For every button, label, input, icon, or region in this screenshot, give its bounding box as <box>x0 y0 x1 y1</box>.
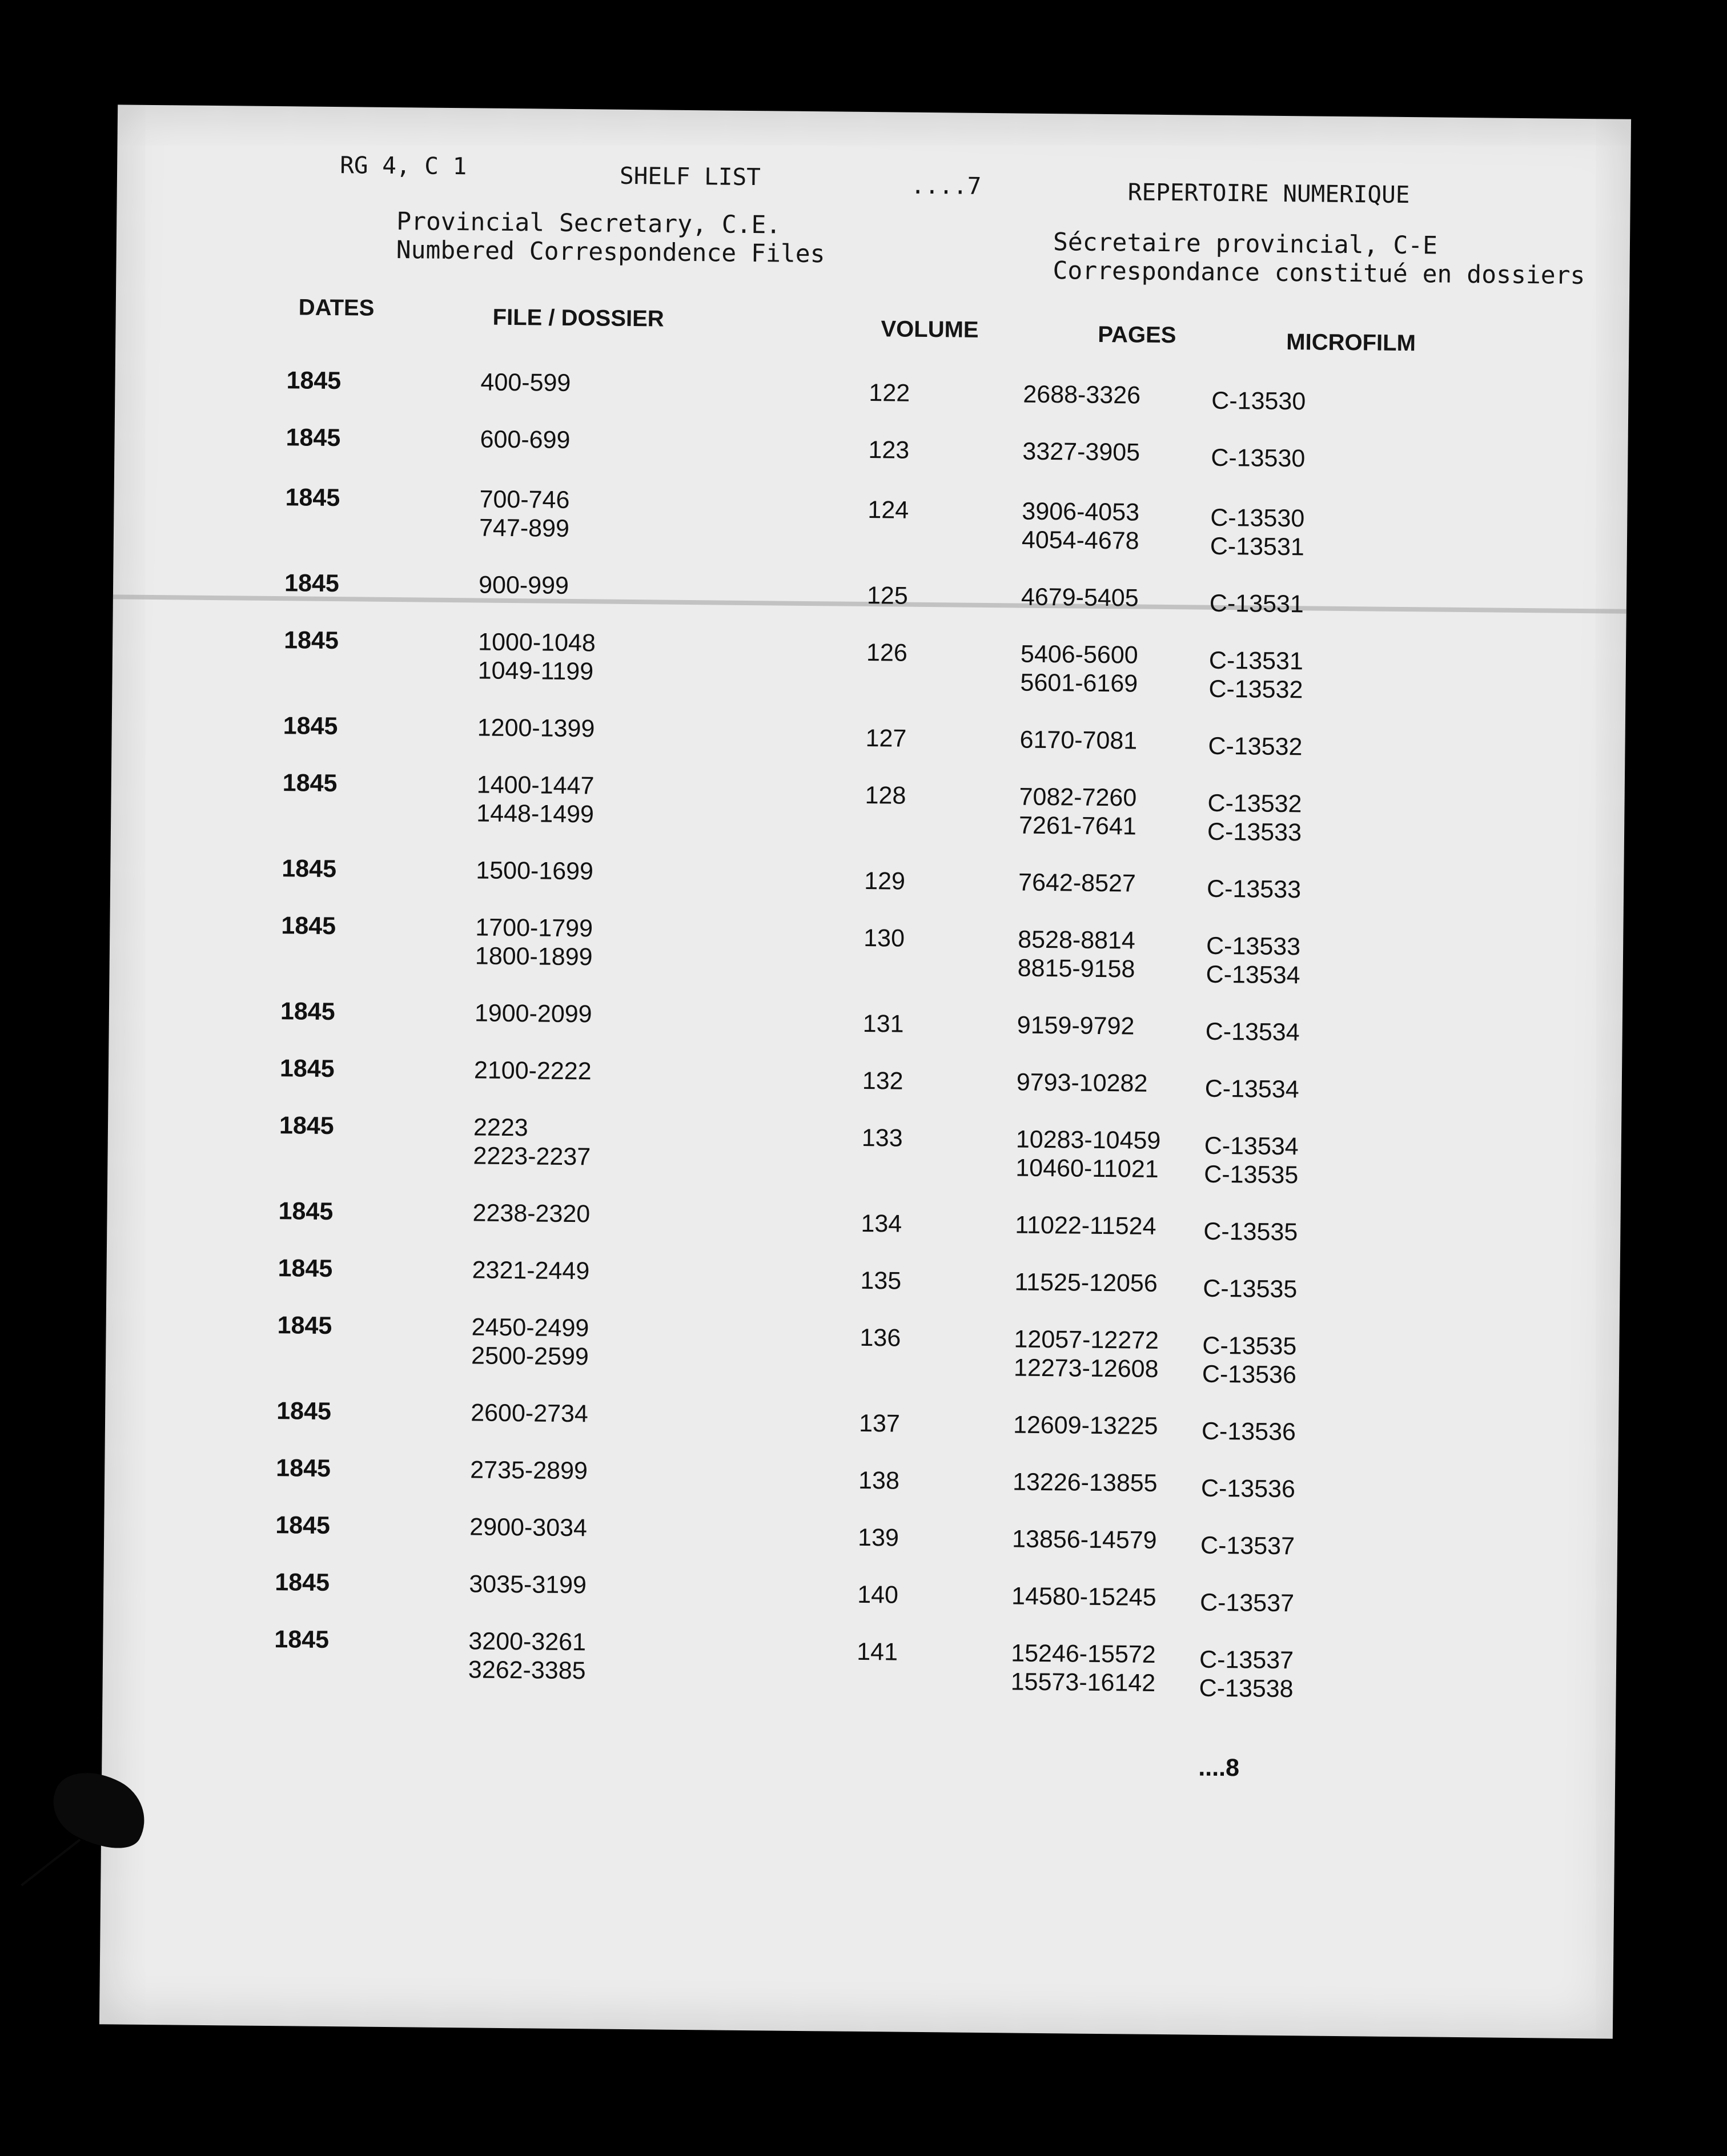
column-header-volume: VOLUME <box>881 316 979 343</box>
row-pages <box>1014 1268 1158 1298</box>
microfilm-reel: C-13534 <box>1206 960 1300 989</box>
microfilm-reel: C-13534 <box>1204 1132 1299 1161</box>
page-range: 15246-15572 <box>1011 1639 1156 1668</box>
file-range: 1400-1447 <box>476 771 595 800</box>
column-header-file: FILE / DOSSIER <box>492 304 664 332</box>
row-pages <box>1015 1125 1160 1184</box>
file-range: 700-746 <box>479 485 570 514</box>
row-file <box>477 628 596 686</box>
row-file <box>472 1198 590 1228</box>
row-pages <box>1018 868 1136 898</box>
file-range: 400-599 <box>480 368 571 397</box>
ink-blot-tail <box>21 1839 81 1886</box>
microfilm-reel: C-13534 <box>1204 1075 1299 1104</box>
row-microfilm <box>1202 1417 1296 1447</box>
microfilm-reel: C-13537 <box>1199 1646 1294 1675</box>
row-date: 1845 <box>284 569 340 598</box>
row-microfilm <box>1203 1217 1298 1247</box>
file-range: 600-699 <box>480 425 571 454</box>
row-date: 1845 <box>282 769 338 798</box>
table-row <box>110 910 1624 992</box>
microfilm-reel: C-13533 <box>1206 875 1302 904</box>
page-range: 7082-7260 <box>1019 783 1137 812</box>
table-row <box>111 767 1625 850</box>
column-header-pages: PAGES <box>1098 321 1176 348</box>
page-range: 8815-9158 <box>1017 954 1135 983</box>
document-page <box>99 104 1631 2038</box>
page-range: 9793-10282 <box>1016 1068 1148 1097</box>
column-header-dates: DATES <box>298 295 375 321</box>
row-volume: 136 <box>860 1324 901 1352</box>
row-volume: 138 <box>858 1466 900 1495</box>
row-date: 1845 <box>278 1197 334 1226</box>
row-pages <box>1018 926 1136 984</box>
page-marker: ....7 <box>910 171 982 200</box>
file-range: 1000-1048 <box>477 628 596 657</box>
row-microfilm <box>1207 789 1302 847</box>
row-file <box>480 425 570 454</box>
row-pages <box>1017 1068 1148 1098</box>
microfilm-reel: C-13538 <box>1199 1674 1294 1703</box>
row-file <box>476 856 593 886</box>
row-volume: 122 <box>869 379 910 407</box>
microfilm-reel: C-13535 <box>1203 1217 1298 1246</box>
row-microfilm <box>1202 1332 1297 1390</box>
row-microfilm <box>1210 589 1304 619</box>
row-file <box>473 1113 591 1171</box>
row-file <box>476 770 595 828</box>
row-date: 1845 <box>282 855 337 883</box>
row-volume: 129 <box>864 867 906 895</box>
file-range: 3035-3199 <box>469 1570 587 1599</box>
table-row <box>114 481 1628 564</box>
page-range: 7642-8527 <box>1018 868 1136 898</box>
row-date: 1845 <box>276 1454 331 1483</box>
microfilm-reel: C-13535 <box>1202 1332 1297 1361</box>
row-pages <box>1012 1525 1157 1555</box>
row-microfilm <box>1206 932 1300 990</box>
row-microfilm <box>1211 444 1305 473</box>
row-microfilm <box>1205 1017 1299 1047</box>
row-file <box>469 1570 587 1599</box>
file-range: 747-899 <box>479 514 570 542</box>
file-range: 2100-2222 <box>473 1056 592 1085</box>
page-range: 4054-4678 <box>1021 526 1139 555</box>
row-volume: 137 <box>858 1409 901 1438</box>
row-date: 1845 <box>281 912 336 940</box>
page-range: 15573-16142 <box>1010 1668 1156 1697</box>
page-range: 12609-13225 <box>1013 1411 1158 1440</box>
microfilm-reel: C-13530 <box>1211 387 1306 416</box>
page-range: 5601-6169 <box>1020 669 1138 698</box>
page-range: 9159-9792 <box>1017 1011 1135 1040</box>
row-microfilm <box>1208 646 1303 705</box>
row-date: 1845 <box>278 1254 333 1283</box>
page-range: 4679-5405 <box>1021 583 1139 612</box>
file-range: 2321-2449 <box>472 1256 590 1285</box>
file-range: 3200-3261 <box>468 1627 587 1656</box>
file-range: 3262-3385 <box>468 1656 586 1685</box>
column-header-microfilm: MICROFILM <box>1286 329 1416 356</box>
page-range: 10283-10459 <box>1015 1125 1161 1155</box>
file-range: 1800-1899 <box>475 942 593 971</box>
row-date: 1845 <box>274 1626 330 1654</box>
row-date: 1845 <box>275 1568 330 1597</box>
row-file <box>479 485 570 543</box>
page-range: 11022-11524 <box>1015 1211 1156 1240</box>
title-french-line2: Correspondance constitué en dossiers <box>1053 256 1585 291</box>
row-pages <box>1014 1325 1159 1383</box>
row-pages <box>1011 1582 1156 1612</box>
row-volume: 131 <box>862 1009 904 1038</box>
row-microfilm <box>1208 732 1302 762</box>
microfilm-reel: C-13537 <box>1199 1588 1295 1618</box>
row-volume: 133 <box>861 1124 903 1152</box>
record-group: RG 4, C 1 <box>339 151 467 180</box>
row-date: 1845 <box>275 1511 331 1540</box>
row-volume: 128 <box>865 781 906 810</box>
table-row <box>112 624 1626 707</box>
page-range: 5406-5600 <box>1020 640 1138 669</box>
row-microfilm <box>1211 387 1306 416</box>
row-file <box>480 368 571 397</box>
row-pages <box>1019 726 1137 755</box>
row-file <box>471 1313 589 1371</box>
row-file <box>470 1455 588 1485</box>
row-pages <box>1022 497 1140 556</box>
row-pages <box>1023 380 1140 410</box>
row-file <box>475 913 593 971</box>
page-range: 3327-3905 <box>1022 437 1140 466</box>
file-range: 2735-2899 <box>470 1456 588 1485</box>
microfilm-reel: C-13536 <box>1200 1474 1296 1503</box>
row-file <box>468 1627 587 1685</box>
row-volume: 126 <box>866 638 908 667</box>
row-date: 1845 <box>280 997 335 1026</box>
microfilm-reel: C-13535 <box>1204 1160 1299 1189</box>
page-range: 14580-15245 <box>1011 1582 1156 1611</box>
row-date: 1845 <box>279 1112 334 1140</box>
microfilm-reel: C-13536 <box>1201 1417 1296 1446</box>
row-pages <box>1022 437 1140 467</box>
row-file <box>477 713 595 743</box>
file-range: 1049-1199 <box>477 657 594 686</box>
file-range: 2223-2237 <box>473 1142 591 1171</box>
row-volume: 124 <box>867 496 909 524</box>
table-row <box>103 1623 1617 1706</box>
row-microfilm <box>1203 1274 1297 1304</box>
microfilm-reel: C-13531 <box>1209 589 1304 618</box>
page-range: 13226-13855 <box>1012 1468 1158 1497</box>
title-english-line1: Provincial Secretary, C.E. <box>396 207 781 240</box>
row-date: 1845 <box>283 712 338 741</box>
row-volume: 141 <box>857 1638 898 1666</box>
title-english <box>396 207 826 268</box>
file-range: 2450-2499 <box>471 1313 589 1342</box>
row-volume: 135 <box>860 1266 902 1295</box>
file-range: 2600-2734 <box>471 1399 589 1428</box>
row-volume: 130 <box>864 924 905 952</box>
microfilm-reel: C-13530 <box>1211 444 1306 473</box>
microfilm-reel: C-13531 <box>1208 646 1304 675</box>
page-range: 2688-3326 <box>1023 380 1141 409</box>
microfilm-reel: C-13532 <box>1207 789 1302 818</box>
microfilm-reel: C-13536 <box>1202 1360 1297 1389</box>
row-date: 1845 <box>285 484 340 512</box>
row-pages <box>1019 783 1137 841</box>
row-pages <box>1011 1639 1156 1697</box>
file-range: 2900-3034 <box>469 1513 588 1542</box>
row-volume: 134 <box>861 1209 902 1238</box>
row-volume: 139 <box>857 1523 899 1552</box>
page-range: 13856-14579 <box>1011 1525 1157 1554</box>
microfilm-reel: C-13533 <box>1206 932 1301 961</box>
row-date: 1845 <box>283 626 339 655</box>
file-range: 1200-1399 <box>477 714 595 743</box>
table-row <box>106 1309 1620 1392</box>
row-pages <box>1020 640 1138 698</box>
microfilm-reel: C-13534 <box>1205 1017 1300 1047</box>
microfilm-reel: C-13535 <box>1203 1274 1298 1304</box>
row-microfilm <box>1201 1474 1295 1504</box>
microfilm-reel: C-13531 <box>1210 532 1305 561</box>
page-range: 10460-11021 <box>1015 1154 1159 1183</box>
page-range: 12057-12272 <box>1014 1325 1159 1354</box>
continuation-marker: ....8 <box>1198 1753 1240 1782</box>
row-volume: 140 <box>857 1580 899 1609</box>
title-french-line1: Sécretaire provincial, C-E <box>1053 228 1438 260</box>
file-range: 1448-1499 <box>476 799 595 828</box>
title-french <box>1053 228 1585 290</box>
shelf-list-label: SHELF LIST <box>619 162 761 191</box>
microfilm-reel: C-13533 <box>1207 818 1302 847</box>
page-range: 3906-4053 <box>1022 497 1140 526</box>
file-range: 900-999 <box>478 571 569 600</box>
file-range: 1900-2099 <box>474 999 592 1028</box>
page-range: 6170-7081 <box>1019 726 1138 755</box>
page-range: 12273-12608 <box>1013 1354 1159 1383</box>
microfilm-reel: C-13537 <box>1200 1531 1295 1560</box>
row-pages <box>1017 1011 1135 1041</box>
row-date: 1845 <box>277 1312 332 1340</box>
row-microfilm <box>1210 504 1305 562</box>
file-range: 1700-1799 <box>475 914 593 943</box>
row-file <box>474 1056 592 1085</box>
page-range: 8528-8814 <box>1018 926 1136 955</box>
row-pages <box>1015 1211 1156 1241</box>
row-microfilm <box>1199 1646 1294 1704</box>
file-range: 2223 <box>473 1113 528 1142</box>
row-date: 1845 <box>286 424 341 452</box>
title-english-line2: Numbered Correspondence Files <box>396 236 825 269</box>
row-file <box>471 1398 588 1428</box>
row-date: 1845 <box>286 367 342 395</box>
row-volume: 123 <box>868 436 910 464</box>
page-range: 11525-12056 <box>1014 1268 1158 1297</box>
row-file <box>479 570 569 600</box>
row-file <box>469 1513 587 1542</box>
file-range: 2500-2599 <box>471 1342 589 1371</box>
microfilm-reel: C-13530 <box>1210 504 1305 533</box>
row-volume: 125 <box>866 581 908 610</box>
microfilm-reel: C-13532 <box>1208 732 1303 761</box>
row-pages <box>1021 583 1139 613</box>
row-microfilm <box>1204 1132 1299 1190</box>
row-pages <box>1013 1411 1158 1441</box>
row-pages <box>1013 1468 1158 1498</box>
row-date: 1845 <box>276 1397 332 1426</box>
row-microfilm <box>1200 1588 1294 1618</box>
row-volume: 127 <box>865 724 907 753</box>
row-microfilm <box>1205 1075 1299 1104</box>
repertoire-label: REPERTOIRE NUMERIQUE <box>1127 178 1410 209</box>
file-range: 2238-2320 <box>472 1199 591 1228</box>
microfilm-reel: C-13532 <box>1208 675 1303 704</box>
file-range: 1500-1699 <box>476 856 594 886</box>
row-microfilm <box>1207 875 1301 904</box>
page-range: 7261-7641 <box>1018 811 1137 840</box>
row-file <box>472 1256 589 1285</box>
table-row <box>107 1109 1621 1192</box>
row-microfilm <box>1200 1531 1295 1561</box>
row-date: 1845 <box>279 1055 335 1083</box>
row-volume: 132 <box>862 1067 903 1095</box>
row-file <box>475 999 592 1028</box>
